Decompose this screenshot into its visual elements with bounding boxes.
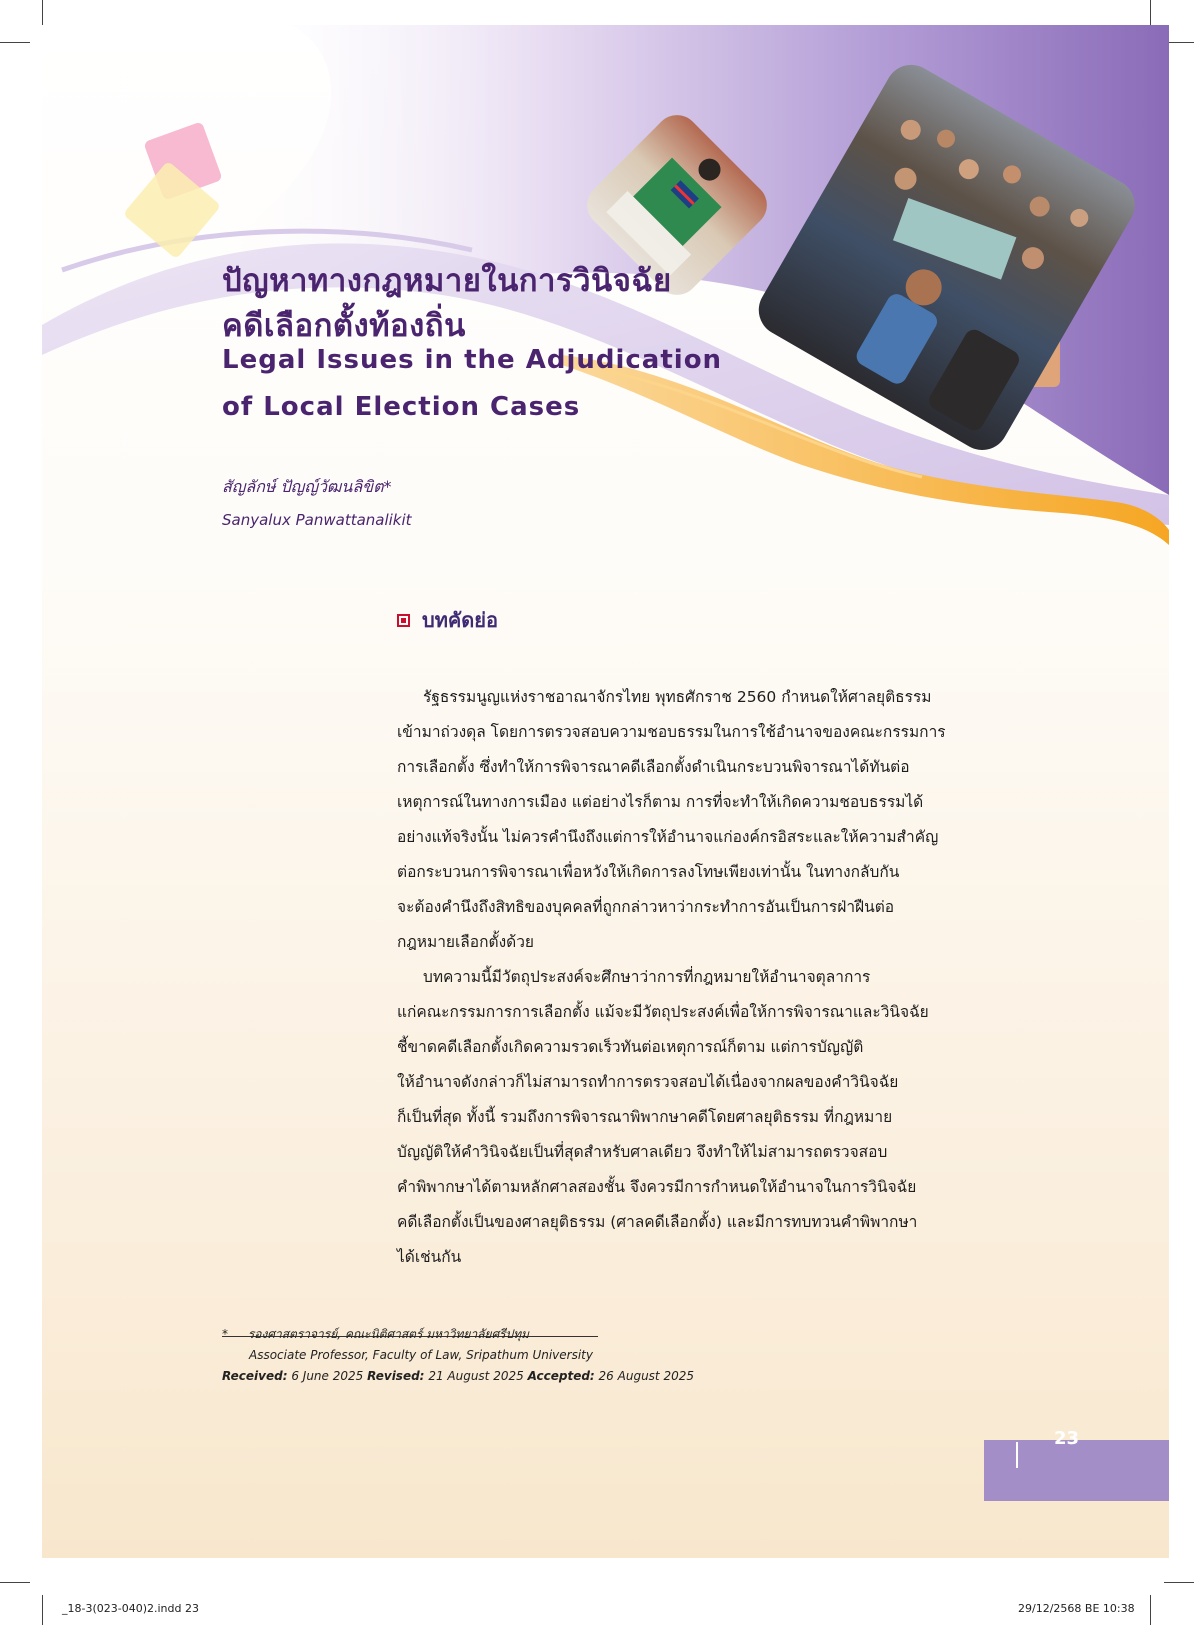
- revised-label: Revised:: [367, 1369, 425, 1383]
- received-label: Received:: [222, 1369, 288, 1383]
- abstract-line: ต่อกระบวนการพิจารณาเพื่อหวังให้เกิดการลงโทษเพียงเท่านั้น ในทางกลับกัน: [397, 863, 900, 881]
- header-decoration: [42, 25, 1169, 585]
- crop-mark: [1150, 1595, 1151, 1625]
- bullet-square-icon: [397, 614, 410, 627]
- abstract-line: กฎหมายเลือกตั้งด้วย: [397, 933, 534, 951]
- crop-mark: [0, 1582, 30, 1583]
- abstract-line: เหตุการณ์ในทางการเมือง แต่อย่างไรก็ตาม การที่จะทำให้เกิดความชอบธรรมได้: [397, 793, 924, 811]
- crop-mark: [0, 42, 30, 43]
- slug-datetime: 29/12/2568 BE 10:38: [1018, 1602, 1135, 1615]
- abstract-line: คำพิพากษาได้ตามหลักศาลสองชั้น จึงควรมีการกำหนดให้อำนาจในการวินิจฉัย: [397, 1178, 917, 1196]
- abstract-line: รัฐธรรมนูญแห่งราชอาณาจักรไทย พุทธศักราช 2560 กำหนดให้ศาลยุติธรรม: [423, 688, 932, 706]
- abstract-line: คดีเลือกตั้งเป็นของศาลยุติธรรม (ศาลคดีเลือกตั้ง) และมีการทบทวนคำพิพากษา: [397, 1213, 918, 1231]
- abstract-line: บัญญัติให้คำวินิจฉัยเป็นที่สุดสำหรับศาลเดียว จึงทำให้ไม่สามารถตรวจสอบ: [397, 1143, 888, 1161]
- title-thai-line-2: คดีเลือกตั้งท้องถิ่น: [222, 308, 466, 344]
- title-english-line-1: Legal Issues in the Adjudication: [222, 345, 723, 375]
- crop-mark: [42, 1595, 43, 1625]
- footnote-marker: *: [222, 1327, 228, 1341]
- page-number: 23: [1054, 1428, 1080, 1449]
- abstract-body: [397, 680, 1045, 1275]
- abstract-line: ชี้ขาดคดีเลือกตั้งเกิดความรวดเร็วทันต่อเหตุการณ์ก็ตาม แต่การบัญญัติ: [397, 1038, 864, 1056]
- abstract-line: เข้ามาถ่วงดุล โดยการตรวจสอบความชอบธรรมในการใช้อำนาจของคณะกรรมการ: [397, 723, 946, 741]
- accepted-date: 26 August 2025: [598, 1369, 694, 1383]
- title-thai-line-1: ปัญหาทางกฎหมายในการวินิจฉัย: [222, 263, 672, 299]
- page-tab-divider: [1016, 1442, 1018, 1468]
- received-date: 6 June 2025: [291, 1369, 364, 1383]
- received-dates: [222, 1369, 694, 1383]
- abstract-line: บทความนี้มีวัตถุประสงค์จะศึกษาว่าการที่กฎหมายให้อำนาจตุลาการ: [423, 968, 871, 986]
- journal-page: [42, 25, 1169, 1558]
- abstract-heading: [397, 604, 498, 636]
- footnote-affiliation-thai: [222, 1325, 529, 1344]
- revised-date: 21 August 2025: [428, 1369, 524, 1383]
- abstract-line: แก่คณะกรรมการการเลือกตั้ง แม้จะมีวัตถุประสงค์เพื่อให้การพิจารณาและวินิจฉัย: [397, 1003, 929, 1021]
- abstract-line: การเลือกตั้ง ซึ่งทำให้การพิจารณาคดีเลือกตั้งดำเนินกระบวนพิจารณาได้ทันต่อ: [397, 758, 910, 776]
- abstract-heading-label: บทคัดย่อ: [422, 608, 498, 632]
- abstract-line: ก็เป็นที่สุด ทั้งนี้ รวมถึงการพิจารณาพิพากษาคดีโดยศาลยุติธรรม ที่กฎหมาย: [397, 1108, 893, 1126]
- footnote-thai-text: รองศาสตราจารย์, คณะนิติศาสตร์ มหาวิทยาลัยศรีปทุม: [247, 1327, 530, 1341]
- accepted-label: Accepted:: [527, 1369, 595, 1383]
- abstract-line: ให้อำนาจดังกล่าวก็ไม่สามารถทำการตรวจสอบได้เนื่องจากผลของคำวินิจฉัย: [397, 1073, 899, 1091]
- abstract-line: อย่างแท้จริงนั้น ไม่ควรคำนึงถึงแต่การให้อำนาจแก่องค์กรอิสระและให้ความสำคัญ: [397, 828, 939, 846]
- author-name-thai: สัญลักษ์ ปัญญ์วัฒนลิขิต*: [222, 477, 392, 496]
- crop-mark: [1164, 1582, 1194, 1583]
- author-name-english: Sanyalux Panwattanalikit: [222, 511, 412, 529]
- page-number-tab: [984, 1440, 1169, 1501]
- footnote-affiliation-english: Associate Professor, Faculty of Law, Sripathum University: [249, 1348, 593, 1362]
- title-english-line-2: of Local Election Cases: [222, 392, 581, 422]
- abstract-line: จะต้องคำนึงถึงสิทธิของบุคคลที่ถูกกล่าวหาว่ากระทำการอันเป็นการฝ่าฝืนต่อ: [397, 898, 895, 916]
- abstract-line: ได้เช่นกัน: [397, 1248, 462, 1266]
- slug-file-info: _18-3(023-040)2.indd 23: [62, 1602, 199, 1615]
